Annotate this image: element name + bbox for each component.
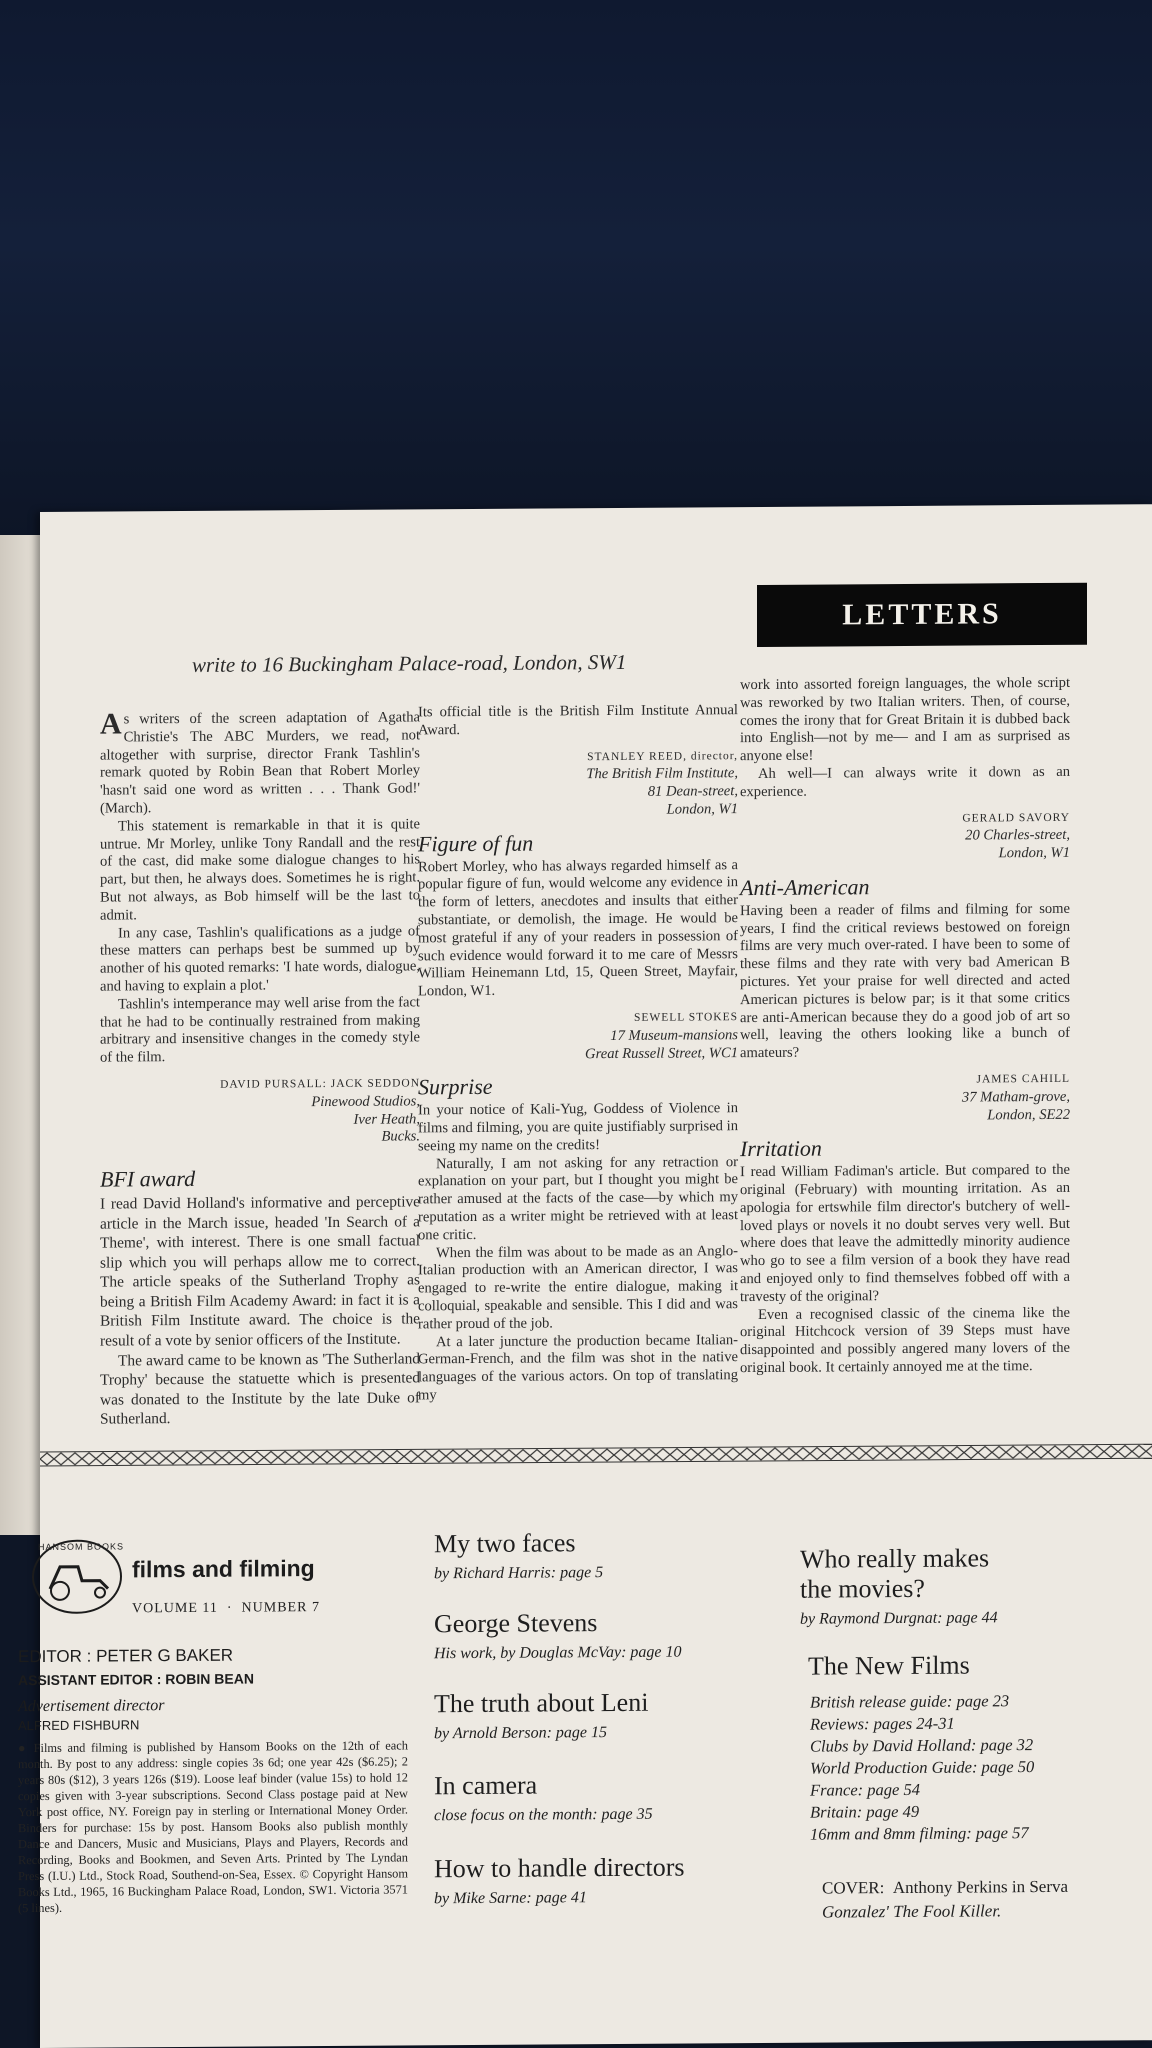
list-item: France: page 54: [810, 1779, 920, 1800]
letter-paragraph: Having been a reader of films and filming for some years, I find the critical reviews bestowed on foreign films are very much over-rated. I have been to some of these films and they rate with very bad American B pictures. Yet your praise for well directed and acted American pictures is below par; is it that some critics are anti-American because they do a good job of art so well, leaving the others looking like a bunch of amateurs?: [740, 900, 1070, 1062]
signature-address: 37 Matham-grove,: [961, 1088, 1070, 1106]
letter-paragraph: As writers of the screen adaptation of Agatha Christie's The ABC Murders, we read, not altogether with surprise, director Frank Tashlin's remark quoted by Robin Bean that Robert Morley 'hasn't said one word as written . . . Thank God!' (March).: [100, 707, 420, 817]
list-item: Reviews: pages 24-31: [810, 1713, 955, 1734]
new-films-list: [810, 1690, 1034, 1846]
publication-smallprint: ● Films and filming is published by Hansom Books on the 12th of each month. By post to any address: single copies 3s 6d; one year 42s ($6.25); 2 years 80s ($12), 3 years 126s ($19). Loose leaf binder (value 15s) to hold 12 copies given with 3-year subscriptions. Second Class postage paid at New York post office, NY. Foreign pay in sterling or International Money Order. Binders for purchase: 15s by post. Hansom Books also publish monthly Dance and Dancers, Music and Musicians, Plays and Players, Records and Recording, Books and Bookmen, and Seven Arts. Printed by The Lyndan Press (I.U.) Ltd., Stock Road, Southend-on-Sea, Essex. © Copyright Hansom Books Ltd., 1965, 16 Buckingham Palace Road, London, SW1. Victoria 3571 (5 lines).: [18, 1738, 408, 1916]
letter-signature: SEWELL STOKES: [633, 1011, 738, 1024]
list-item: Clubs by David Holland: page 32: [810, 1735, 1034, 1756]
letter-heading: Figure of fun: [418, 830, 534, 857]
divider-pattern: [40, 1439, 1152, 1471]
letter-signature: JAMES CAHILL: [976, 1072, 1070, 1086]
magazine-title: films and filming: [132, 1555, 315, 1583]
signature-address: London, SE22: [987, 1106, 1070, 1123]
letter-paragraph: At a later juncture the production became Italian-German-French, and the film was shot in the native languages of the various actors. On top of translating my: [418, 1331, 738, 1404]
letter-paragraph: Its official title is the British Film Institute Annual Award.: [418, 702, 738, 739]
letter-signature: DAVID PURSALL: JACK SEDDON: [220, 1077, 420, 1091]
letter-paragraph: Naturally, I am not asking for any retraction or explanation on your part, but I thought you might be rather amused at the facts of the case—by which my reputation as a writer might be retrieved with at least one critic.: [418, 1153, 738, 1244]
toc-item[interactable]: George Stevens His work, by Douglas McVay: page 10: [434, 1608, 682, 1663]
signature-address: London, W1: [666, 801, 738, 818]
letters-address: write to 16 Buckingham Palace-road, London, SW1: [192, 649, 627, 677]
toc-item[interactable]: In camera close focus on the month: page 35: [434, 1770, 653, 1825]
page-spine: [0, 535, 42, 1535]
signature-address: The British Film Institute,: [586, 765, 738, 783]
editor-credit: EDITOR : PETER G BAKER: [18, 1645, 234, 1667]
signature-address: Bucks.: [381, 1128, 420, 1145]
list-item: World Production Guide: page 50: [810, 1757, 1035, 1778]
letter-paragraph: I read David Holland's informative and perceptive article in the March issue, headed 'In Search of a Theme', with interest. There is one small factual slip which you will perhaps allow me to correct. The article speaks of the Sutherland Trophy as being a British Film Academy Award: in fact it is a British Film Institute award. The choice is the result of a vote by senior officers of the Institute.: [100, 1193, 420, 1350]
letter-paragraph: The award came to be known as 'The Sutherland Trophy' because the statuette which is presented was donated to the Institute by the late Duke of Sutherland.: [100, 1350, 420, 1429]
letter-paragraph: I read William Fadiman's article. But compared to the original (February) with mounting irritation. As an apologia for ertswhile film director's butchery of well-loved plays or novels it no doubt serves very well. But where does that leave the admittedly minority audience who go to see a film version of a book they have read and enjoyed only to find themselves fobbed off with a travesty of the original?: [740, 1161, 1070, 1305]
list-item: Britain: page 49: [810, 1801, 920, 1822]
toc-item[interactable]: Who really makes the movies? by Raymond Durgnat: page 44: [800, 1543, 998, 1628]
letter-paragraph: This statement is remarkable in that it is quite untrue. Mr Morley, unlike Tony Randall and the rest of the cast, did make some dialogue changes to his part, but then, he always does. Sometimes he is right. But not always, as Bob himself will be the last to admit.: [100, 816, 420, 924]
toc-item[interactable]: The truth about Leni by Arnold Berson: page 15: [434, 1687, 649, 1743]
letter-paragraph: Tashlin's intemperance may well arise from the fact that he had to be continually restrained from making arbitrary and insensitive changes in the comedy style of the film.: [100, 994, 420, 1066]
logo-text: HANSOM BOOKS: [38, 1541, 125, 1553]
letters-column-1: [100, 709, 420, 1429]
signature-address: 17 Museum-mansions: [610, 1026, 738, 1044]
letter-paragraph: Ah well—I can always write it down as an experience.: [740, 763, 1070, 800]
letter-paragraph: In your notice of Kali-Yug, Goddess of Violence in films and filming, you are quite justifiably surprised in seeing my name on the credits!: [418, 1100, 738, 1155]
letters-column-2: [418, 702, 738, 1405]
signature-address: Pinewood Studios,: [311, 1093, 420, 1110]
signature-address: Iver Heath,: [353, 1110, 420, 1128]
letter-paragraph: When the film was about to be made as an Anglo-Italian production with an American director, I was engaged to re-write the entire dialogue, making it colloquial, speakable and sensible. This I did and was rather proud of the job.: [418, 1242, 738, 1333]
signature-address: 20 Charles-street,: [965, 827, 1070, 844]
new-films-heading: The New Films: [808, 1650, 970, 1681]
dark-background: [0, 0, 1152, 540]
letter-paragraph: work into assorted foreign languages, the whole script was reworked by two Italian writers. Then, of course, comes the irony that for Great Britain it is dubbed back into English—not by me— and I am as surprised as anyone else!: [740, 674, 1070, 765]
cover-credit: COVER: Anthony Perkins in Serva: [822, 1876, 1069, 1898]
letter-signature: GERALD SAVORY: [962, 811, 1070, 825]
letter-paragraph: Even a recognised classic of the cinema like the original Hitchcock version of 39 Steps must have disappointed and possibly angered many lovers of the original book. It certainly annoyed me at the time.: [740, 1304, 1070, 1377]
letter-paragraph: Robert Morley, who has always regarded himself as a popular figure of fun, would welcome any evidence in the form of letters, anecdotes and insults that either substantiate, or demolish, the image. He would be most grateful if any of your readers in possession of such evidence would forward it to me care of Messrs William Heinemann Ltd, 15, Queen Street, Mayfair, London, W1.: [418, 856, 738, 1000]
assistant-editor-credit: ASSISTANT EDITOR : ROBIN BEAN: [18, 1670, 254, 1689]
signature-address: 81 Dean-street,: [647, 783, 738, 800]
letter-heading: Anti-American: [740, 874, 870, 901]
list-item: 16mm and 8mm filming: page 57: [810, 1823, 1029, 1844]
letter-heading: Surprise: [418, 1074, 493, 1100]
letter-heading: Irritation: [740, 1135, 822, 1162]
letter-signature: STANLEY REED, director,: [587, 749, 738, 763]
letter-heading: BFI award: [100, 1166, 196, 1192]
letters-column-3: [740, 675, 1070, 1378]
toc-item[interactable]: How to handle directors by Mike Sarne: page 41: [434, 1852, 685, 1908]
decorative-divider: [40, 1439, 1152, 1471]
list-item: British release guide: page 23: [810, 1691, 1010, 1712]
drop-cap: A: [100, 707, 122, 741]
signature-address: Great Russell Street, WC1: [585, 1044, 738, 1062]
letters-banner: LETTERS: [757, 583, 1087, 647]
signature-address: London, W1: [998, 844, 1070, 862]
toc-item[interactable]: My two faces by Richard Harris: page 5: [434, 1528, 604, 1583]
letter-paragraph: In any case, Tashlin's qualifications as a judge of these matters can perhaps best be summed up by another of his quoted remarks: 'I hate words, dialogue, and having to explain a plot.': [100, 922, 420, 995]
volume-number: VOLUME 11 · NUMBER 7: [132, 1600, 320, 1617]
ad-director-name: ALFRED FISHBURN: [18, 1717, 140, 1734]
cover-credit-line2: Gonzalez' The Fool Killer.: [822, 1901, 1002, 1922]
magazine-page: [18, 504, 1152, 2048]
ad-director-label: Advertisement director: [18, 1697, 165, 1716]
